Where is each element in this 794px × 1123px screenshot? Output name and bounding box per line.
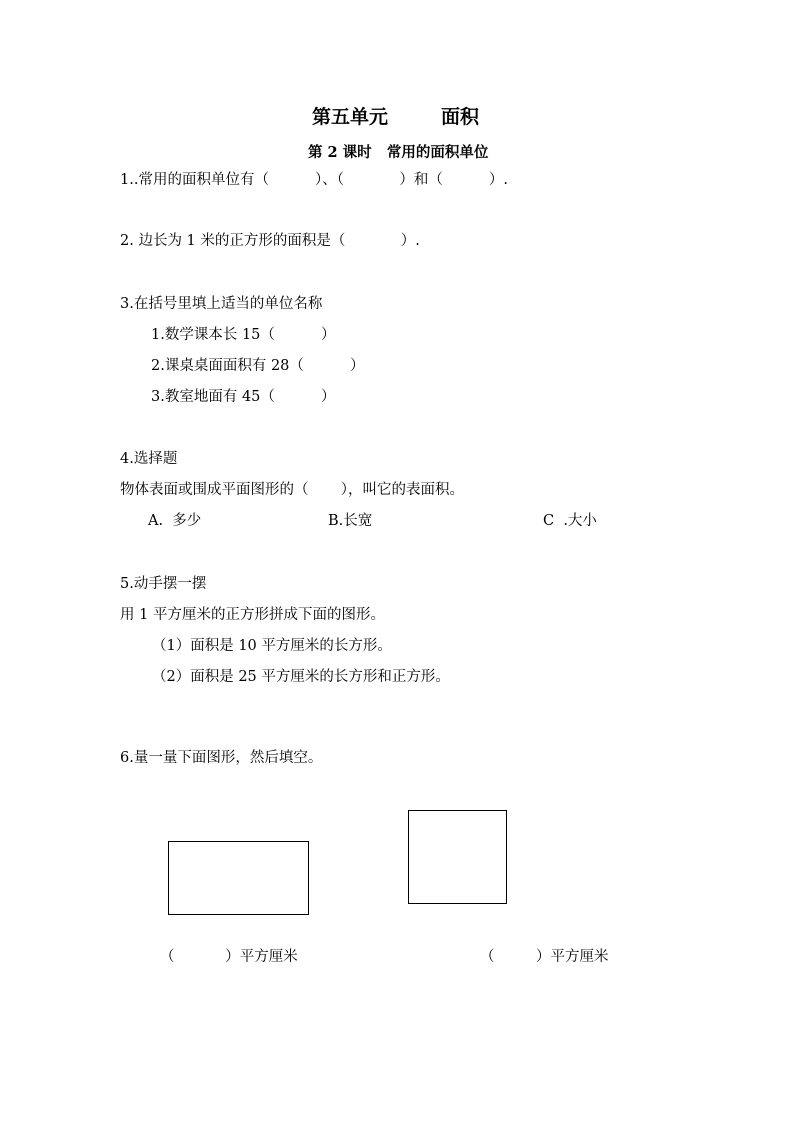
question-4-option-c: C .大小 [543, 513, 597, 529]
question-4-title: 4.选择题 [120, 451, 178, 467]
question-5-title: 5.动手摆一摆 [120, 576, 207, 592]
question-3-item-1: 1.数学课本长 15（ ） [151, 327, 336, 343]
question-3-item-3: 3.教室地面有 45（ ） [151, 389, 336, 405]
unit-title: 第五单元 [312, 106, 389, 128]
question-5-instruction: 用 1 平方厘米的正方形拼成下面的图形。 [120, 607, 385, 623]
question-4-stem: 物体表面或围成平面图形的（ ），叫它的表面积。 [120, 482, 465, 498]
question-6-answer-rectangle: （ ）平方厘米 [160, 949, 298, 965]
question-6-answer-square: （ ）平方厘米 [480, 949, 609, 965]
question-5-item-1: （1）面积是 10 平方厘米的长方形。 [152, 638, 392, 654]
lesson-subtitle: 第 2 课时 常用的面积单位 [308, 144, 489, 161]
question-3-title: 3.在括号里填上适当的单位名称 [120, 296, 323, 312]
question-6-title: 6.量一量下面图形，然后填空。 [120, 750, 323, 766]
question-4-option-a: A. 多少 [148, 513, 202, 529]
question-1: 1..常用的面积单位有（ ）、（ ）和（ ）. [120, 172, 509, 188]
question-3-item-2: 2.课桌桌面面积有 28（ ） [151, 358, 365, 374]
question-2: 2. 边长为 1 米的正方形的面积是（ ）. [120, 233, 420, 249]
topic-title: 面积 [441, 106, 480, 128]
question-5-item-2: （2）面积是 25 平方厘米的长方形和正方形。 [152, 669, 450, 685]
rectangle-figure [168, 841, 309, 915]
question-4-option-b: B.长宽 [328, 513, 373, 529]
square-figure [408, 810, 507, 904]
